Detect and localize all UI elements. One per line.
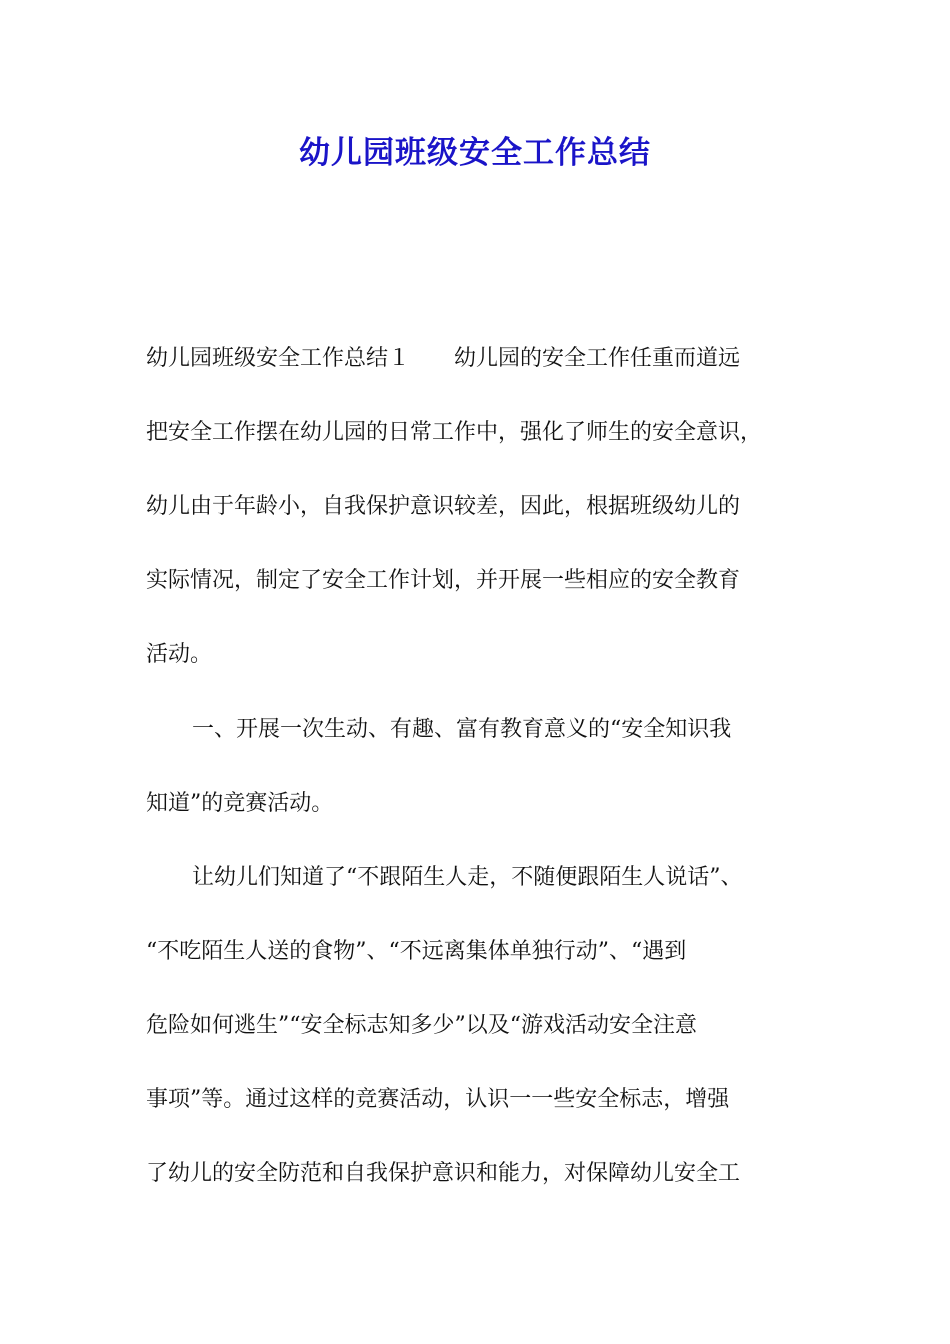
paragraph-line: “不吃陌生人送的食物”、“不远离集体单独行动”、“遇到 (146, 939, 687, 964)
paragraph-line: 幼儿园班级安全工作总结１ 幼儿园的安全工作任重而道远 (146, 346, 741, 371)
paragraph-line: 活动。 (146, 642, 213, 667)
paragraph-line: 实际情况，制定了安全工作计划，并开展一些相应的安全教育 (146, 568, 741, 593)
paragraph-line: 知道”的竞赛活动。 (146, 791, 334, 816)
paragraph-line: 让幼儿们知道了“不跟陌生人走，不随便跟陌生人说话”、 (192, 865, 743, 890)
paragraph-line: 事项”等。通过这样的竞赛活动，认识一一些安全标志，增强 (146, 1087, 730, 1112)
document-title: 幼儿园班级安全工作总结 (299, 135, 651, 171)
paragraph-line: 了幼儿的安全防范和自我保护意识和能力，对保障幼儿安全工 (146, 1161, 741, 1186)
paragraph-line: 一、开展一次生动、有趣、富有教育意义的“安全知识我 (192, 717, 732, 742)
paragraph-line: 把安全工作摆在幼儿园的日常工作中，强化了师生的安全意识， (146, 420, 763, 445)
paragraph-line: 幼儿由于年龄小，自我保护意识较差，因此，根据班级幼儿的 (146, 494, 741, 519)
paragraph-line: 危险如何逃生”“安全标志知多少”以及“游戏活动安全注意 (146, 1013, 697, 1038)
